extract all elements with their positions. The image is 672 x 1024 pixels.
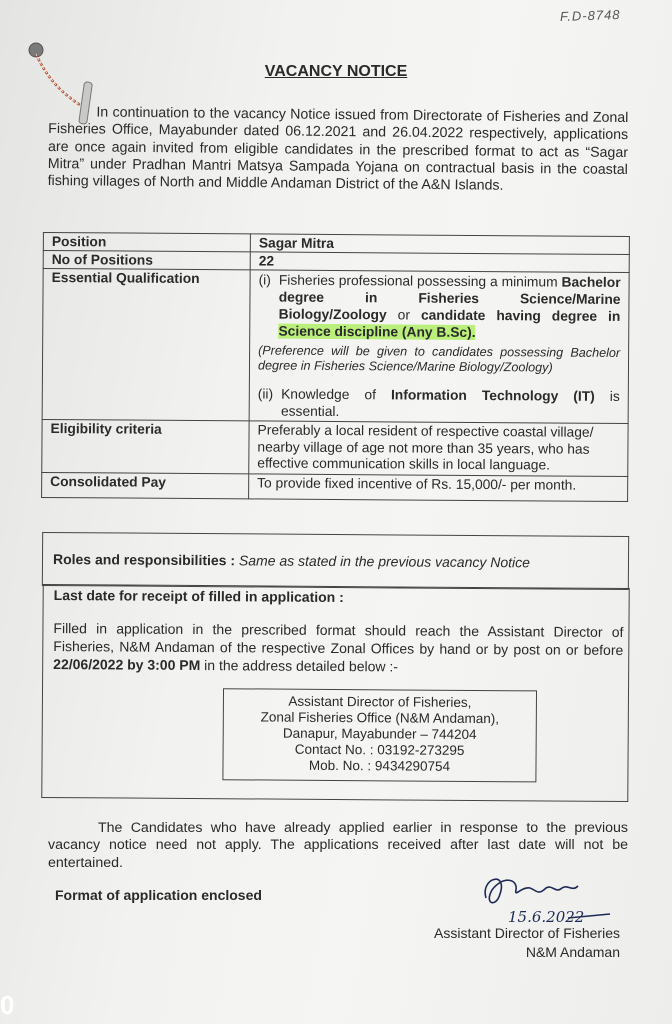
reference-number: F.D-8748 xyxy=(559,6,621,25)
address-line: Danapur, Mayabunder – 744204 xyxy=(282,725,477,742)
eligibility-label: Eligibility criteria xyxy=(42,419,249,473)
last-date-text-start: Filled in application in the prescribed format should reach the Assistant Director of Fisheries, N&M Andaman of the respective Zonal Offices by hand or by post on or before xyxy=(53,620,624,659)
signer-org: N&M Andaman xyxy=(525,944,620,960)
last-date-text xyxy=(53,619,623,677)
qualification-1-or: or xyxy=(397,307,411,323)
vacancy-table xyxy=(41,232,630,502)
closing-paragraph: The Candidates who have already applied earlier in response to the previous vacancy notice need not apply. The applications received after last date will not be entertained. xyxy=(48,820,628,871)
qualification-1-highlight: Science discipline (Any B.Sc). xyxy=(278,323,476,340)
position-value: Sagar Mitra xyxy=(250,234,629,255)
preference-note: (Preference will be given to candidates possessing Bachelor degree in Fisheries Science/Marine Biology/Zoology) xyxy=(257,343,621,375)
page-title: VACANCY NOTICE xyxy=(264,63,408,80)
pay-label: Consolidated Pay xyxy=(42,472,249,498)
signer-title: Assistant Director of Fisheries xyxy=(434,925,620,941)
roles-value: Same as stated in the previous vacancy Notice xyxy=(238,552,531,571)
signature xyxy=(478,868,618,926)
last-date-text-end: in the address detailed below :- xyxy=(204,657,399,675)
qualification-label: Essential Qualification xyxy=(42,268,250,420)
position-label: Position xyxy=(43,232,250,251)
format-note: Format of application enclosed xyxy=(55,887,262,903)
qualification-number-2: (ii) xyxy=(257,386,274,402)
qualification-2-end: is essential. xyxy=(280,388,620,420)
positions-count-label: No of Positions xyxy=(43,250,250,269)
qualification-1-alt: candidate having degree in xyxy=(420,307,621,324)
pay-value: To provide fixed incentive of Rs. 15,000/- per month. xyxy=(249,473,628,501)
positions-count-value: 22 xyxy=(250,252,629,273)
signer-block xyxy=(400,924,620,962)
roles-section xyxy=(42,532,629,590)
address-line: Assistant Director of Fisheries, xyxy=(288,693,472,710)
address-box xyxy=(222,688,537,782)
qualification-1-degrees: Bachelor degree in Fisheries Science/Marine Biology/Zoology xyxy=(278,274,621,323)
deadline: 22/06/2022 by 3:00 PM xyxy=(53,656,201,674)
corner-mark: 0 xyxy=(0,990,15,1020)
signature-date: 15.6.2022 xyxy=(508,908,585,926)
table-row xyxy=(42,472,628,501)
qualification-2-text: Knowledge of xyxy=(281,386,376,403)
address-line: Contact No. : 03192-273295 xyxy=(294,741,465,758)
last-date-title: Last date for receipt of filled in application : xyxy=(53,587,344,606)
eligibility-value: Preferably a local resident of respective coastal village/ nearby village of age not more than 35 years, who has effective communication skills in local language. xyxy=(249,421,628,476)
address-line: Zonal Fisheries Office (N&M Andaman), xyxy=(260,709,500,727)
qualification-number-1: (i) xyxy=(258,272,271,288)
intro-paragraph: In continuation to the vacancy Notice issued from Directorate of Fisheries and Zonal Fisheries Office, Mayabunder dated 06.12.2021 and 26.04.2022 respectively, applications are once again invited from eligible candidates in the prescribed format to act as “Sagar Mitra” under Pradhan Mantri Matsya Sampada Yojana on contractual basis in the coastal fishing villages of North and Middle Andaman District of the A&N Islands. xyxy=(47,104,629,194)
qualification-value xyxy=(249,270,629,424)
qualification-1-text: Fisheries professional possessing a minimum xyxy=(278,272,558,290)
table-row xyxy=(42,268,629,423)
roles-label: Roles and responsibilities : xyxy=(52,551,236,569)
last-date-section xyxy=(41,584,629,802)
qualification-2-it: Information Technology (IT) xyxy=(390,387,595,404)
address-line: Mob. No. : 9434290754 xyxy=(308,757,451,774)
table-row xyxy=(42,419,628,476)
